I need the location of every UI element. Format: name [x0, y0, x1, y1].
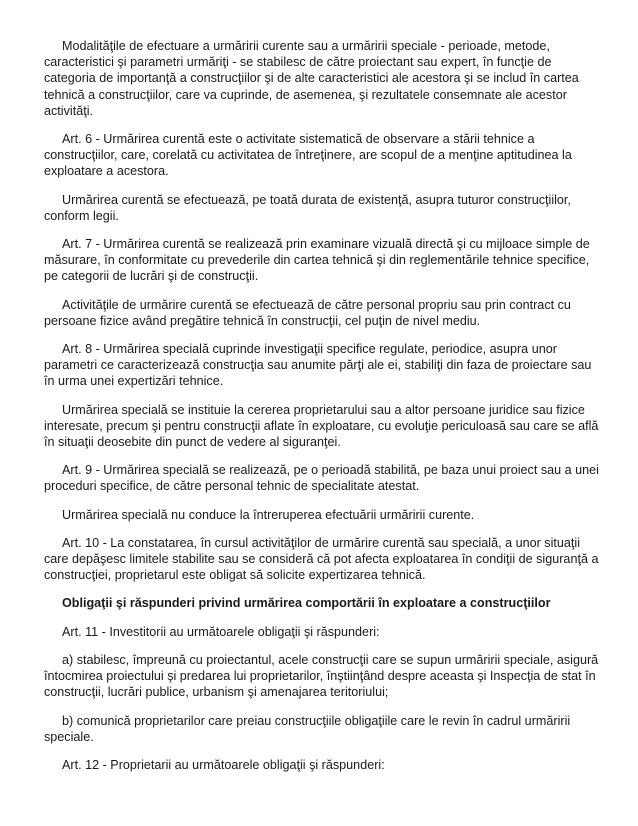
paragraph-art-7: Art. 7 - Urmărirea curentă se realizează prin examinare vizuală directă şi cu mijloace simple de măsurare, în conformitate cu prevederile din cartea tehnică şi din reglementările tehnice specifice, pe categorii de lucrări şi de construcţii.: [44, 237, 590, 284]
paragraph-art-11: Art. 11 - Investitorii au următoarele obligaţii şi răspunderi:: [62, 624, 380, 639]
paragraph-art-11-a: a) stabilesc, împreună cu proiectantul, acele construcţii care se supun urmăririi speciale, asigură întocmirea proiectului şi predarea lui proprietarilor, înştiinţând despre aceasta şi Inspecţia de stat în construcţii, lucrări publice, urbanism şi amenajarea teritoriului;: [44, 652, 599, 700]
paragraph-urmarire-speciala-nu-conduce: Urmărirea specială nu conduce la întreruperea efectuării urmăririi curente.: [62, 507, 475, 522]
paragraph-art-8: Art. 8 - Urmărirea specială cuprinde investigaţii specifice regulate, periodice, asupra unor parametri ce caracterizează construcţia sau anumite părţi ale ei, stabiliţi din faza de proiectare sau în urma unei expertizări tehnice.: [44, 342, 592, 389]
paragraph-art-12: Art. 12 - Proprietarii au următoarele obligaţii şi răspunderi:: [62, 757, 385, 772]
paragraph-activitati-urmarire: Activităţile de urmărire curentă se efectuează de către personal propriu sau prin contract cu persoane fizice având pregătire tehnică în construcţii, cel puţin de nivel mediu.: [44, 297, 571, 328]
paragraph-urmarire-speciala-instituie: Urmărirea specială se instituie la cererea proprietarului sau a altor persoane juridice sau fizice interesate, precum şi pentru construcţii aflate în exploatare, cu evoluţie periculoasă sau care se află în situaţii deosebite din punct de vedere al siguranţei.: [44, 402, 599, 450]
paragraph-art-6: Art. 6 - Urmărirea curentă este o activitate sistematică de observare a stării tehnice a construcţiilor, care, corelată cu activitatea de întreţinere, are scopul de a menţine aptitudinea la exploatare a acestora.: [44, 132, 572, 179]
document-page: [44, 38, 600, 785]
paragraph-art-9: Art. 9 - Urmărirea specială se realizează, pe o perioadă stabilită, pe baza unui proiect sau a unei proceduri specifice, de către personal tehnic de specialitate atestat.: [44, 463, 599, 494]
section-heading: Obligaţii şi răspunderi privind urmărirea comportării în exploatare a construcţiilor: [62, 596, 551, 611]
paragraph-art-10: Art. 10 - La constatarea, în cursul activităţilor de urmărire curentă sau specială, a unor situaţii care depăşesc limitele stabilite sau se consideră că pot afecta exploatarea în condiţii de siguranţă a construcţiei, proprietarul este obligat să solicite expertizarea tehnică.: [44, 535, 599, 583]
paragraph-modalitati: Modalităţile de efectuare a urmăririi curente sau a urmăririi speciale - perioade, metode, caracteristici şi parametri urmăriţi - se stabilesc de către proiectant sau expert, în funcţie de categoria de importanţă a construcţiilor şi de alte caracteristici ale acestora şi se includ în cartea tehnică a construcţiilor, care va cuprinde, de asemenea, şi rezultatele consemnate ale acestor activităţi.: [44, 39, 579, 118]
paragraph-art-11-b: b) comunică proprietarilor care preiau construcţiile obligaţiile care le revin în cadrul urmăririi speciale.: [44, 713, 571, 744]
paragraph-urmarire-curenta-durata: Urmărirea curentă se efectuează, pe toată durata de existenţă, asupra tuturor construcţiilor, conform legii.: [44, 192, 571, 223]
